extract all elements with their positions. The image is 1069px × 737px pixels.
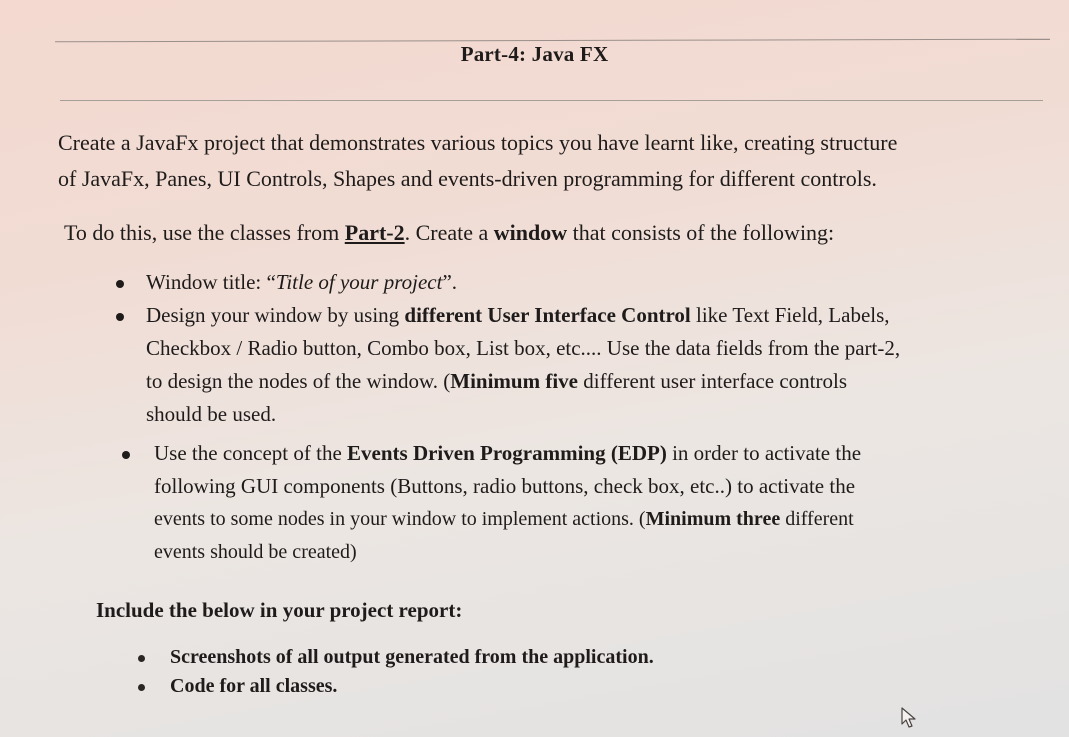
bullet-3-line-3b: Minimum three bbox=[645, 508, 781, 530]
list-item bbox=[112, 266, 1042, 299]
bullet-2-line-1c: like Text Field, Labels, bbox=[690, 303, 890, 327]
list-item bbox=[112, 437, 1042, 569]
list-item: Screenshots of all output generated from the application. bbox=[132, 643, 654, 672]
bullet-1-italic: Title of your project bbox=[275, 270, 443, 294]
bullet-1-suffix: ”. bbox=[442, 270, 458, 294]
requirements-list bbox=[112, 266, 1042, 569]
bullet-3-line-3a: events to some nodes in your window to implement actions. ( bbox=[154, 508, 646, 530]
bullet-2-line-3c: different user interface controls bbox=[578, 369, 847, 393]
bullet-3-line-1c: in order to activate the bbox=[666, 441, 862, 465]
report-heading: Include the below in your project report: bbox=[96, 598, 463, 622]
bullet-2-line-3a: to design the nodes of the window. ( bbox=[146, 369, 451, 393]
instruction-paragraph bbox=[64, 215, 834, 251]
todo-prefix: To do this, use the classes from bbox=[64, 220, 345, 245]
bullet-3-line-2: following GUI components (Buttons, radio buttons, check box, etc..) to activate the bbox=[154, 474, 856, 498]
bullet-2-line-2: Checkbox / Radio button, Combo box, List box, etc.... Use the data fields from the part-2, bbox=[146, 336, 901, 360]
todo-window-keyword: window bbox=[493, 220, 568, 245]
part-2-reference: Part-2 bbox=[344, 220, 405, 245]
todo-mid: . Create a bbox=[404, 220, 494, 245]
bullet-3-line-3c: different bbox=[780, 508, 854, 530]
bullet-1-prefix: Window title: “ bbox=[146, 270, 276, 294]
title-divider bbox=[60, 100, 1043, 101]
list-item bbox=[112, 299, 1042, 431]
bullet-2-line-4: should be used. bbox=[146, 402, 277, 426]
bullet-2-line-1b: different User Interface Control bbox=[404, 303, 691, 327]
bullet-3-line-4: events should be created) bbox=[154, 541, 357, 563]
list-item: Code for all classes. bbox=[132, 672, 654, 701]
bullet-2-line-3b: Minimum five bbox=[450, 369, 578, 393]
bullet-3-line-1b: Events Driven Programming (EDP) bbox=[347, 441, 667, 465]
intro-line-1: Create a JavaFx project that demonstrates various topics you have learnt like, creating structure bbox=[58, 130, 898, 155]
intro-paragraph bbox=[58, 125, 1058, 197]
report-list bbox=[132, 643, 654, 701]
todo-suffix: that consists of the following: bbox=[567, 220, 835, 245]
intro-line-2: of JavaFx, Panes, UI Controls, Shapes and events-driven programming for different controls. bbox=[58, 166, 877, 191]
bullet-3-line-1a: Use the concept of the bbox=[154, 441, 348, 465]
mouse-pointer-icon bbox=[900, 707, 918, 729]
section-title: Part-4: Java FX bbox=[460, 42, 609, 66]
bullet-2-line-1a: Design your window by using bbox=[146, 303, 405, 327]
